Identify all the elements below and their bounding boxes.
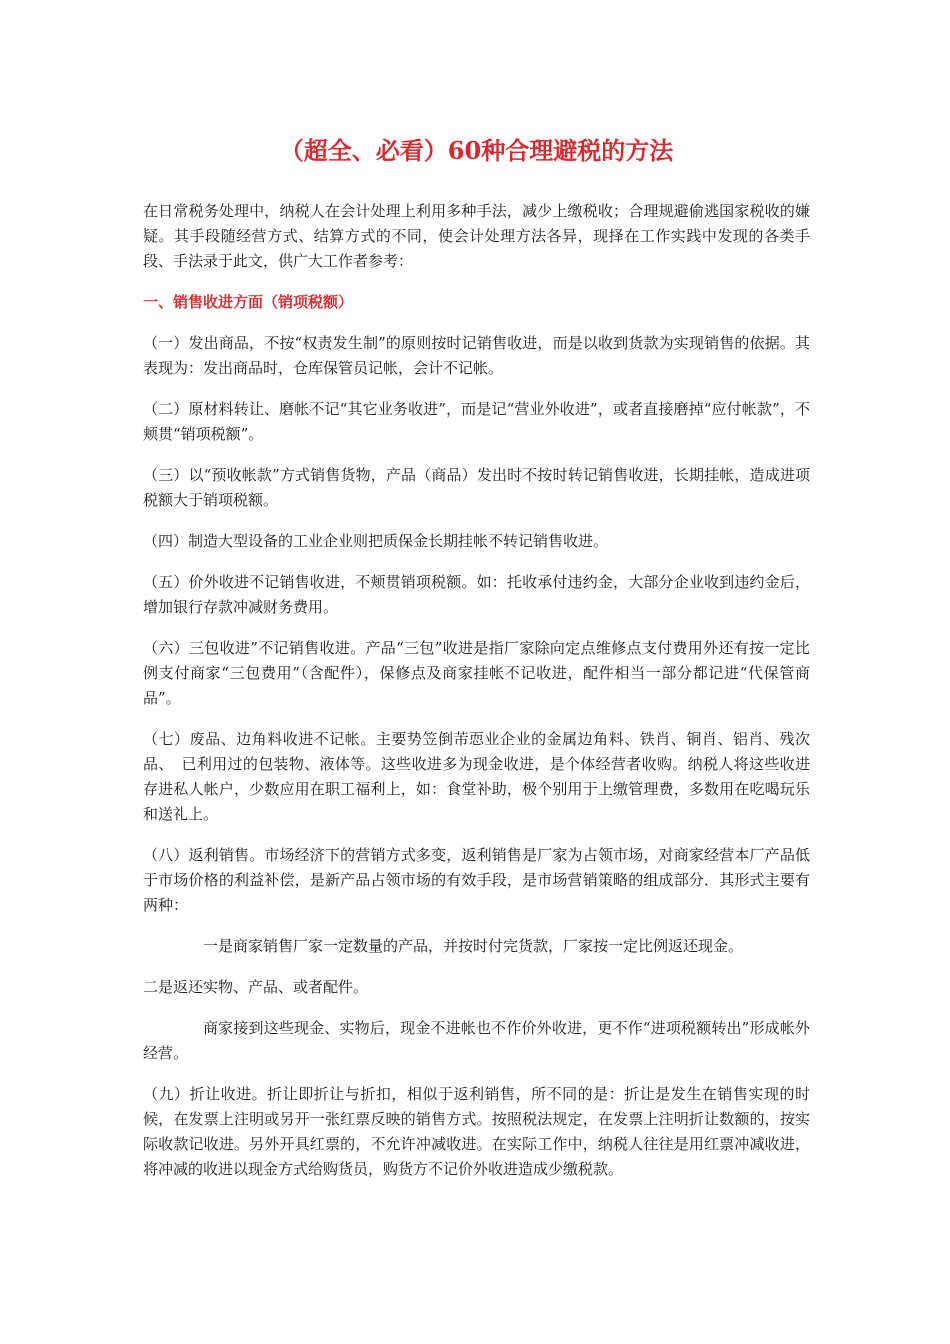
intro-paragraph: 在日常税务处理中，纳税人在会计处理上利用多种手法，减少上缴税收；合理规避偷逃国家税收的嫌疑。其手段随经营方式、结算方式的不同，使会计处理方法各异，现择在工作实践中发现的各类手段、手法录于此文，供广大工作者参考： (143, 202, 810, 270)
document-title: （超全、必看）60种合理避税的方法 (279, 136, 674, 165)
paragraph-6: （六）三包收进”不记销售收进。产品“三包”收进是指厂家除向定点维修点支付费用外还有按一定比例支付商家“三包费用”（含配件），保修点及商家挂帐不记收进，配件相当一部分都记进“代保管商品”。 (143, 639, 810, 707)
rebate-form-1: 一是商家销售厂家一定数量的产品，并按时付完货款，厂家按一定比例返还现金。 (203, 937, 744, 955)
paragraph-9: （九）折让收进。折让即折让与折扣，相似于返利销售，所不同的是：折让是发生在销售实现的时候，在发票上注明或另开一张红票反映的销售方式。按照税法规定，在发票上注明折让数额的，按实际收款记收进。另外开具红票的，不允许冲减收进。在实际工作中，纳税人往往是用红票冲减收进，将冲减的收进以现金方式给购货员，购货方不记价外收进造成少缴税款。 (143, 1085, 810, 1178)
rebate-form-2: 二是返还实物、产品、或者配件。 (143, 978, 369, 996)
paragraph-7: （七）废品、边角料收进不记帐。主要势笠倒芾恧业企业的金属边角料、铁肖、铜肖、铝肖、残次品、 已利用过的包装物、液体等。这些收进多为现金收进，是个体经营者收购。纳税人将这些收进存进私人帐户，少数应用在职工福利上，如：食堂补助，极个别用于上缴管理费，多数用在吃喝玩乐和送礼上。 (143, 730, 810, 823)
merchant-note: 商家接到这些现金、实物后，现金不进帐也不作价外收进，更不作“进项税额转出”形成帐外经营。 (143, 1019, 810, 1062)
paragraph-3: （三）以“预收帐款”方式销售货物，产品（商品）发出时不按时转记销售收进，长期挂帐，造成进项税额大于销项税额。 (143, 466, 810, 509)
paragraph-4: （四）制造大型设备的工业企业则把质保金长期挂帐不转记销售收进。 (143, 532, 609, 550)
paragraph-8: （八）返利销售。市场经济下的营销方式多变，返利销售是厂家为占领市场，对商家经营本厂产品低于市场价格的利益补偿，是新产品占领市场的有效手段，是市场营销策略的组成部分．其形式主要有两种： (143, 846, 810, 914)
paragraph-5: （五）价外收进不记销售收进，不颊贯销项税额。如：托收承付违约金，大部分企业收到违约金后，增加银行存款冲减财务费用。 (143, 573, 810, 616)
section-heading-sales-income: 一、销售收进方面（销项税额） (143, 293, 354, 311)
paragraph-2: （二）原材料转让、磨帐不记“其它业务收进”，而是记“营业外收进”，或者直接磨掉“应付帐款”，不颊贯“销项税额”。 (143, 400, 810, 443)
paragraph-1: （一）发出商品，不按“权责发生制”的原则按时记销售收进，而是以收到货款为实现销售的依据。其表现为：发出商品时，仓库保管员记帐，会计不记帐。 (143, 334, 810, 377)
